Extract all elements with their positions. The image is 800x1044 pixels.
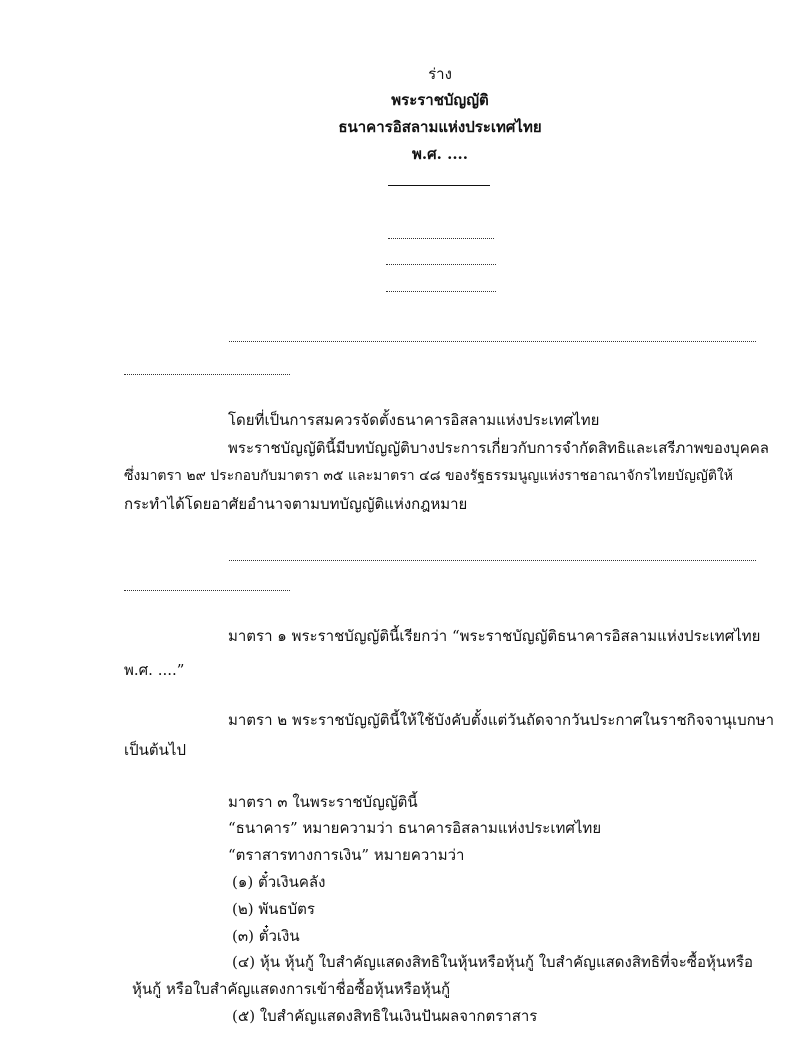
definition-financial-instrument: “ตราสารทางการเงิน” หมายความว่า	[228, 846, 465, 864]
section-1-line-1: มาตรา ๑ พระราชบัญญัตินี้เรียกว่า “พระราชบัญญัติธนาคารอิสลามแห่งประเทศไทย	[228, 627, 761, 645]
instrument-item-5: (๕) ใบสำคัญแสดงสิทธิในเงินปันผลจากตราสาร	[232, 1007, 538, 1025]
section-3-intro: มาตรา ๓ ในพระราชบัญญัตินี้	[228, 793, 418, 811]
preamble-para-2-line-2: ซึ่งมาตรา ๒๙ ประกอบกับมาตรา ๓๕ และมาตรา ๔๘ ของรัฐธรรมนูญแห่งราชอาณาจักรไทยบัญญัติให้	[124, 468, 733, 484]
definition-bank: “ธนาคาร” หมายความว่า ธนาคารอิสลามแห่งประเทศไทย	[228, 819, 602, 837]
enacting-dots-1	[229, 341, 756, 342]
instrument-item-4-line-2: หุ้นกู้ หรือใบสำคัญแสดงการเข้าชื่อซื้อหุ้นหรือหุ้นกู้	[132, 980, 451, 998]
section-1-line-2: พ.ศ. ....”	[124, 661, 185, 679]
signature-dots-2	[386, 264, 496, 265]
act-year: พ.ศ. ....	[412, 145, 468, 163]
act-title: พระราชบัญญัติ	[391, 91, 489, 109]
enacting-dots-2	[124, 374, 290, 375]
section-2-line-2: เป็นต้นไป	[124, 741, 186, 759]
signature-dots-3	[386, 291, 496, 292]
section-2-line-1: มาตรา ๒ พระราชบัญญัตินี้ให้ใช้บังคับตั้งแต่วันถัดจากวันประกาศในราชกิจจานุเบกษา	[228, 711, 775, 729]
preamble-para-1: โดยที่เป็นการสมควรจัดตั้งธนาคารอิสลามแห่งประเทศไทย	[228, 411, 600, 429]
preamble-para-2-line-3: กระทำได้โดยอาศัยอำนาจตามบทบัญญัติแห่งกฎหมาย	[124, 495, 468, 513]
signature-dots-1	[388, 238, 494, 239]
instrument-item-4-line-1: (๔) หุ้น หุ้นกู้ ใบสำคัญแสดงสิทธิในหุ้นหรือหุ้นกู้ ใบสำคัญแสดงสิทธิที่จะซื้อหุ้นหรือ	[232, 953, 754, 971]
instrument-item-2: (๒) พันธบัตร	[232, 900, 315, 918]
instrument-item-1: (๑) ตั๋วเงินคลัง	[232, 873, 326, 891]
clause-dots-2	[124, 590, 290, 591]
act-name: ธนาคารอิสลามแห่งประเทศไทย	[338, 118, 542, 136]
instrument-item-3: (๓) ตั๋วเงิน	[232, 927, 300, 945]
title-underline	[388, 185, 490, 186]
preamble-para-2-line-1: พระราชบัญญัตินี้มีบทบัญญัติบางประการเกี่ยวกับการจำกัดสิทธิและเสรีภาพของบุคคล	[228, 439, 769, 457]
clause-dots-1	[229, 560, 756, 561]
draft-label: ร่าง	[428, 65, 452, 83]
